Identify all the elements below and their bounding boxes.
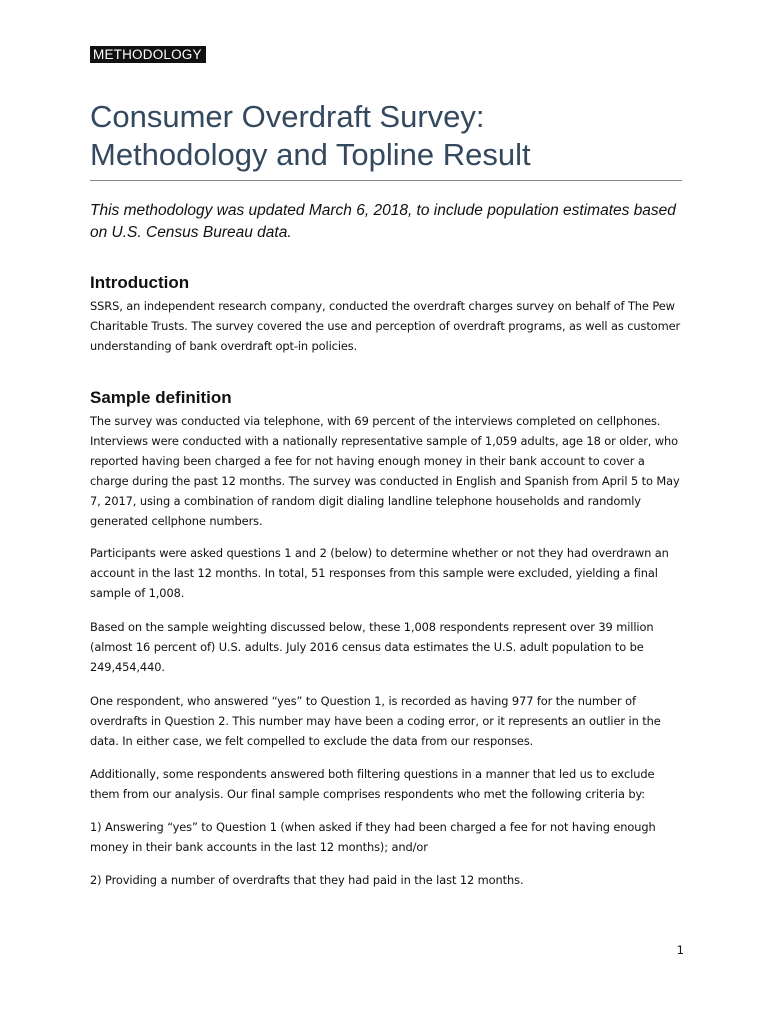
sample-definition-heading: Sample definition <box>90 388 232 407</box>
page-title <box>90 98 690 174</box>
update-note: This methodology was updated March 6, 2018, to include population estimates based on U.S. Census Bureau data. <box>90 202 676 241</box>
sample-paragraph-2: Participants were asked questions 1 and 2 (below) to determine whether or not they had overdrawn an account in the last 12 months. In total, 51 responses from this sample were excluded, yielding a final sample of 1,008. <box>90 546 669 600</box>
sample-paragraph-3: Based on the sample weighting discussed below, these 1,008 respondents represent over 39 million (almost 16 percent of) U.S. adults. July 2016 census data estimates the U.S. adult population to be 249,454,440. <box>90 620 654 674</box>
criteria-item-1: 1) Answering “yes” to Question 1 (when asked if they had been charged a fee for not having enough money in their bank accounts in the last 12 months); and/or <box>90 820 656 854</box>
introduction-paragraph: SSRS, an independent research company, conducted the overdraft charges survey on behalf of The Pew Charitable Trusts. The survey covered the use and perception of overdraft programs, as well as customer understanding of bank overdraft opt-in policies. <box>90 299 681 353</box>
sample-paragraph-1: The survey was conducted via telephone, with 69 percent of the interviews completed on cellphones. Interviews were conducted with a nationally representative sample of 1,059 adults, age 18 or older, who reported having been charged a fee for not having enough money in their bank account to cover a charge during the past 12 months. The survey was conducted in English and Spanish from April 5 to May 7, 2017, using a combination of random digit dialing landline telephone households and randomly generated cellphone numbers. <box>90 414 680 528</box>
title-divider <box>90 180 682 181</box>
page-title-line-1: Consumer Overdraft Survey: <box>90 99 485 134</box>
page-title-line-2: Methodology and Topline Result <box>90 137 531 172</box>
introduction-heading: Introduction <box>90 273 190 292</box>
page-number: 1 <box>676 943 684 957</box>
sample-paragraph-4: One respondent, who answered “yes” to Question 1, is recorded as having 977 for the number of overdrafts in Question 2. This number may have been a coding error, or it represents an outlier in the data. In either case, we felt compelled to exclude the data from our responses. <box>90 694 661 748</box>
criteria-item-2: 2) Providing a number of overdrafts that they had paid in the last 12 months. <box>90 873 524 887</box>
sample-paragraph-5: Additionally, some respondents answered both filtering questions in a manner that led us to exclude them from our analysis. Our final sample comprises respondents who met the following criteria by: <box>90 767 655 801</box>
section-tag: METHODOLOGY <box>90 46 206 63</box>
